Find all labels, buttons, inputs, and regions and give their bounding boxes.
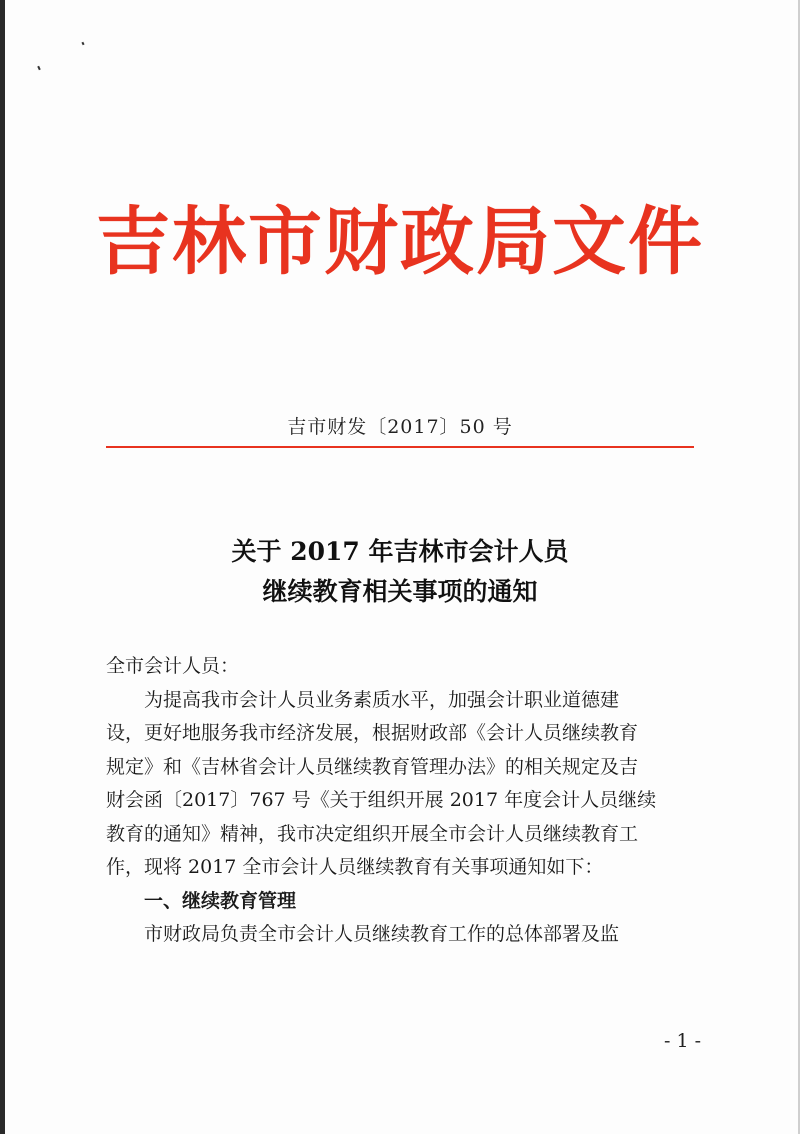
scan-speck [81, 42, 84, 46]
paragraph-1-line: 教育的通知》精神，我市决定组织开展全市会计人员继续教育工 [106, 822, 639, 845]
paragraph-1-line: 为提高我市会计人员业务素质水平，加强会计职业道德建 [144, 688, 620, 711]
paragraph-1-line: 规定》和《吉林省会计人员继续教育管理办法》的相关规定及吉 [106, 755, 639, 778]
body-text [106, 650, 704, 952]
notice-title-line-1: 关于 2017 年吉林市会计人员 [231, 537, 569, 566]
section-1-paragraph-line: 市财政局负责全市会计人员继续教育工作的总体部署及监 [144, 923, 620, 945]
paragraph-1-line: 设，更好地服务我市经济发展，根据财政部《会计人员继续教育 [106, 722, 639, 744]
document-number: 吉市财发〔2017〕50 号 [287, 416, 513, 438]
paragraph-1-line: 财会函〔2017〕767 号《关于组织开展 2017 年度会计人员继续 [106, 789, 657, 811]
section-heading: 一、继续教育管理 [144, 889, 297, 912]
page-number: - 1 - [664, 1030, 702, 1052]
notice-title [0, 532, 800, 612]
scan-speck [37, 66, 41, 70]
masthead-title: 吉林市财政局文件 [96, 199, 704, 285]
salutation: 全市会计人员： [106, 655, 240, 677]
paragraph-1-line: 作，现将 2017 全市会计人员继续教育有关事项通知如下： [106, 856, 604, 878]
red-separator-line [106, 446, 694, 448]
notice-title-line-2: 继续教育相关事项的通知 [262, 577, 538, 606]
